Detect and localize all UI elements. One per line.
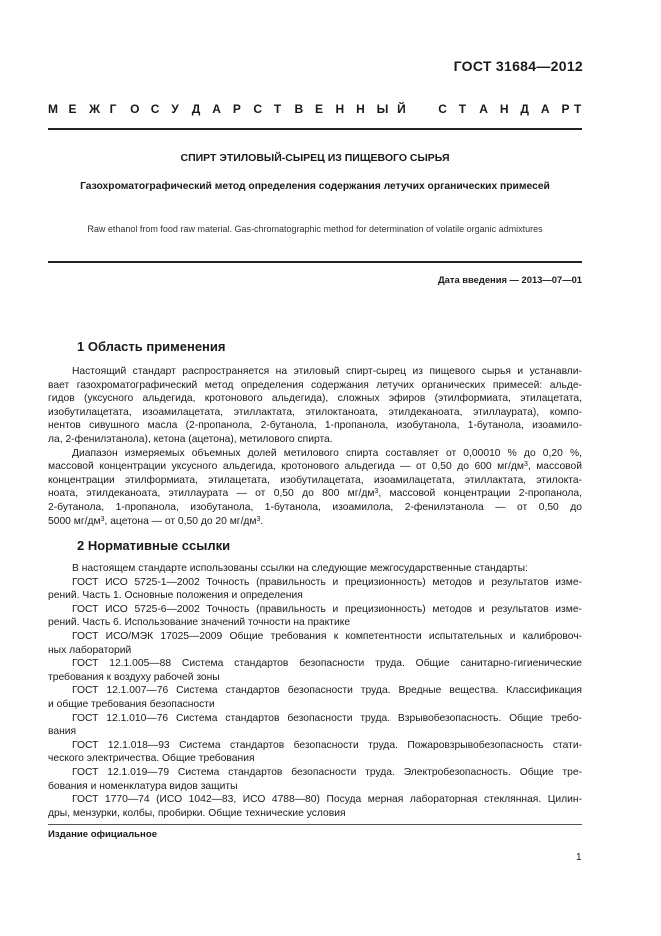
heading-letter: Е [68,102,77,116]
reference-line: ГОСТ 12.1.005—88 Система стандартов безопасности труда. Общие санитарно-гигиенические [72,658,582,670]
heading-letter: С [438,102,447,116]
section-2-heading: 2 Нормативные ссылки [77,538,231,553]
reference-line: требования к воздуху рабочей зоны [48,671,220,683]
document-title-english: Raw ethanol from food raw material. Gas-chromatographic method for determination of volatile organic admixtures [87,224,543,234]
heading-letter: В [294,102,304,116]
heading-letter: Р [561,102,570,116]
reference-line: ГОСТ 12.1.010—76 Система стандартов безопасности труда. Взрывобезопасность. Общие требо- [72,712,582,724]
heading-letter: О [130,102,140,116]
heading-letter: Т [458,102,467,116]
reference-line: ГОСТ 12.1.007—76 Система стандартов безопасности труда. Вредные вещества. Классификация [72,685,582,697]
reference-line: рений. Часть 1. Основные положения и определения [48,590,303,602]
heading-letter: Р [232,102,241,116]
heading-letter: Г [109,102,117,116]
heading-letter: А [212,102,221,116]
text-line: 2-бутанола, 1-пропанола, изобутанола, 1-бутанола, изоамилола, 2-фенилэтанола — от 0,50 до [48,501,582,513]
text-line: вает газохроматографический метод определения содержания летучих органических примесей: альде- [48,379,582,391]
heading-letter: Й [397,102,406,116]
reference-line: ГОСТ ИСО 5725-1—2002 Точность (правильность и прецизионность) методов и результатов изме- [72,576,582,588]
reference-line: рений. Часть 6. Использование значений точности на практике [48,617,351,629]
reference-line: ГОСТ ИСО/МЭК 17025—2009 Общие требования к компетентности испытательных и калибровоч- [72,630,582,642]
section-1-heading: 1 Область применения [77,339,226,354]
heading-letter: М [48,102,58,116]
heading-letter: Н [499,102,509,116]
reference-line: ных лабораторий [48,644,132,656]
reference-line: и общие требования безопасности [48,698,215,710]
reference-line: дры, мензурки, колбы, пробирки. Общие технические условия [48,807,346,819]
reference-line: ГОСТ 12.1.019—79 Система стандартов безопасности труда. Электробезопасность. Общие тре- [72,766,582,778]
heading-letter: Д [191,102,201,116]
top-rule [48,128,582,130]
heading-letter: Ж [89,102,100,116]
reference-line: ГОСТ 12.1.018—93 Система стандартов безопасности труда. Пожаровзрывобезопасность стати- [72,739,582,751]
text-line: гидов (уксусного альдегида, кротонового альдегида), сложных эфиров (этилформиата, этилацетата, [48,393,582,405]
text-line: В настоящем стандарте использованы ссылки на следующие межгосударственные стандарты: [72,563,528,574]
heading-letter: У [171,102,179,116]
footer-rule [48,824,582,825]
section-2-body [48,562,582,820]
text-line: ла, 2-фенилэтанола), кетона (ацетона), метилового спирта. [48,433,333,445]
heading-letter: Н [356,102,365,116]
text-line: Настоящий стандарт распространяется на этиловый спирт-сырец из пищевого сырья и устанавли- [72,366,582,377]
gost-number: ГОСТ 31684—2012 [453,58,583,74]
text-line: ноата, этилдеканоата, этиллаурата — от 0,50 до 800 $мг/дм^3$, массовой концентрации 2-пропанола, [48,488,582,500]
scope-paragraph [48,365,582,447]
heading-letter: Е [315,102,324,116]
section-1-body [48,365,582,528]
page-number: 1 [576,852,582,863]
reference-line: ческого электричества. Общие требования [48,753,255,765]
range-paragraph [48,447,582,529]
reference-line: бования и номенклатура видов защиты [48,780,238,792]
reference-line: ГОСТ 1770—74 (ИСО 1042—83, ИСО 4788—80) Посуда мерная лабораторная стеклянная. Цилин- [72,794,582,806]
text-line: изобутилацетата, изоамилацетата, этиллактата, этилоктаноата, этилдеканоата, этиллаурата), компо- [48,406,582,418]
heading-letter: А [540,102,550,116]
text-line: концентрации этилформиата, этилацетата, изобутилацетата, изоамилацетата, этиллактата, этилокта- [48,474,582,486]
text-line: массовой концентрации уксусного альдегида, кротонового альдегида — от 0,50 до 600 $мг/дм^3$, массовой [48,461,583,473]
heading-letter: Д [520,102,529,116]
heading-letter: С [150,102,160,116]
heading-letter: Н [335,102,345,116]
text-line: нентов сивушного масла (2-пропанола, 2-бутанола, 1-пропанола, изобутанола, 1-бутанола, изоамило- [48,420,582,432]
introduction-date: Дата введения — 2013—07—01 [437,274,582,285]
heading-letter: Т [574,102,582,116]
text-line: Диапазон измеряемых объемных долей метилового спирта составляет от 0,00010 % до 0,20 %, [72,447,582,459]
reference-line: вания [48,726,77,738]
heading-letter: Т [273,102,282,116]
heading-letter: Ы [376,102,389,116]
heading-letter: А [479,102,488,116]
official-edition-label: Издание официальное [48,829,158,840]
title-rule [48,261,582,263]
text-line: 5000 $мг/дм^3$, ацетона — от 0,50 до 20 $мг/дм^3$. [48,515,264,527]
document-subtitle: Газохроматографический метод определения содержания летучих органических примесей [80,181,550,192]
reference-line: ГОСТ ИСО 5725-6—2002 Точность (правильность и прецизионность) методов и результатов изме- [72,603,582,615]
heading-letter: С [253,102,263,116]
document-title: СПИРТ ЭТИЛОВЫЙ-СЫРЕЦ ИЗ ПИЩЕВОГО СЫРЬЯ [180,152,450,164]
